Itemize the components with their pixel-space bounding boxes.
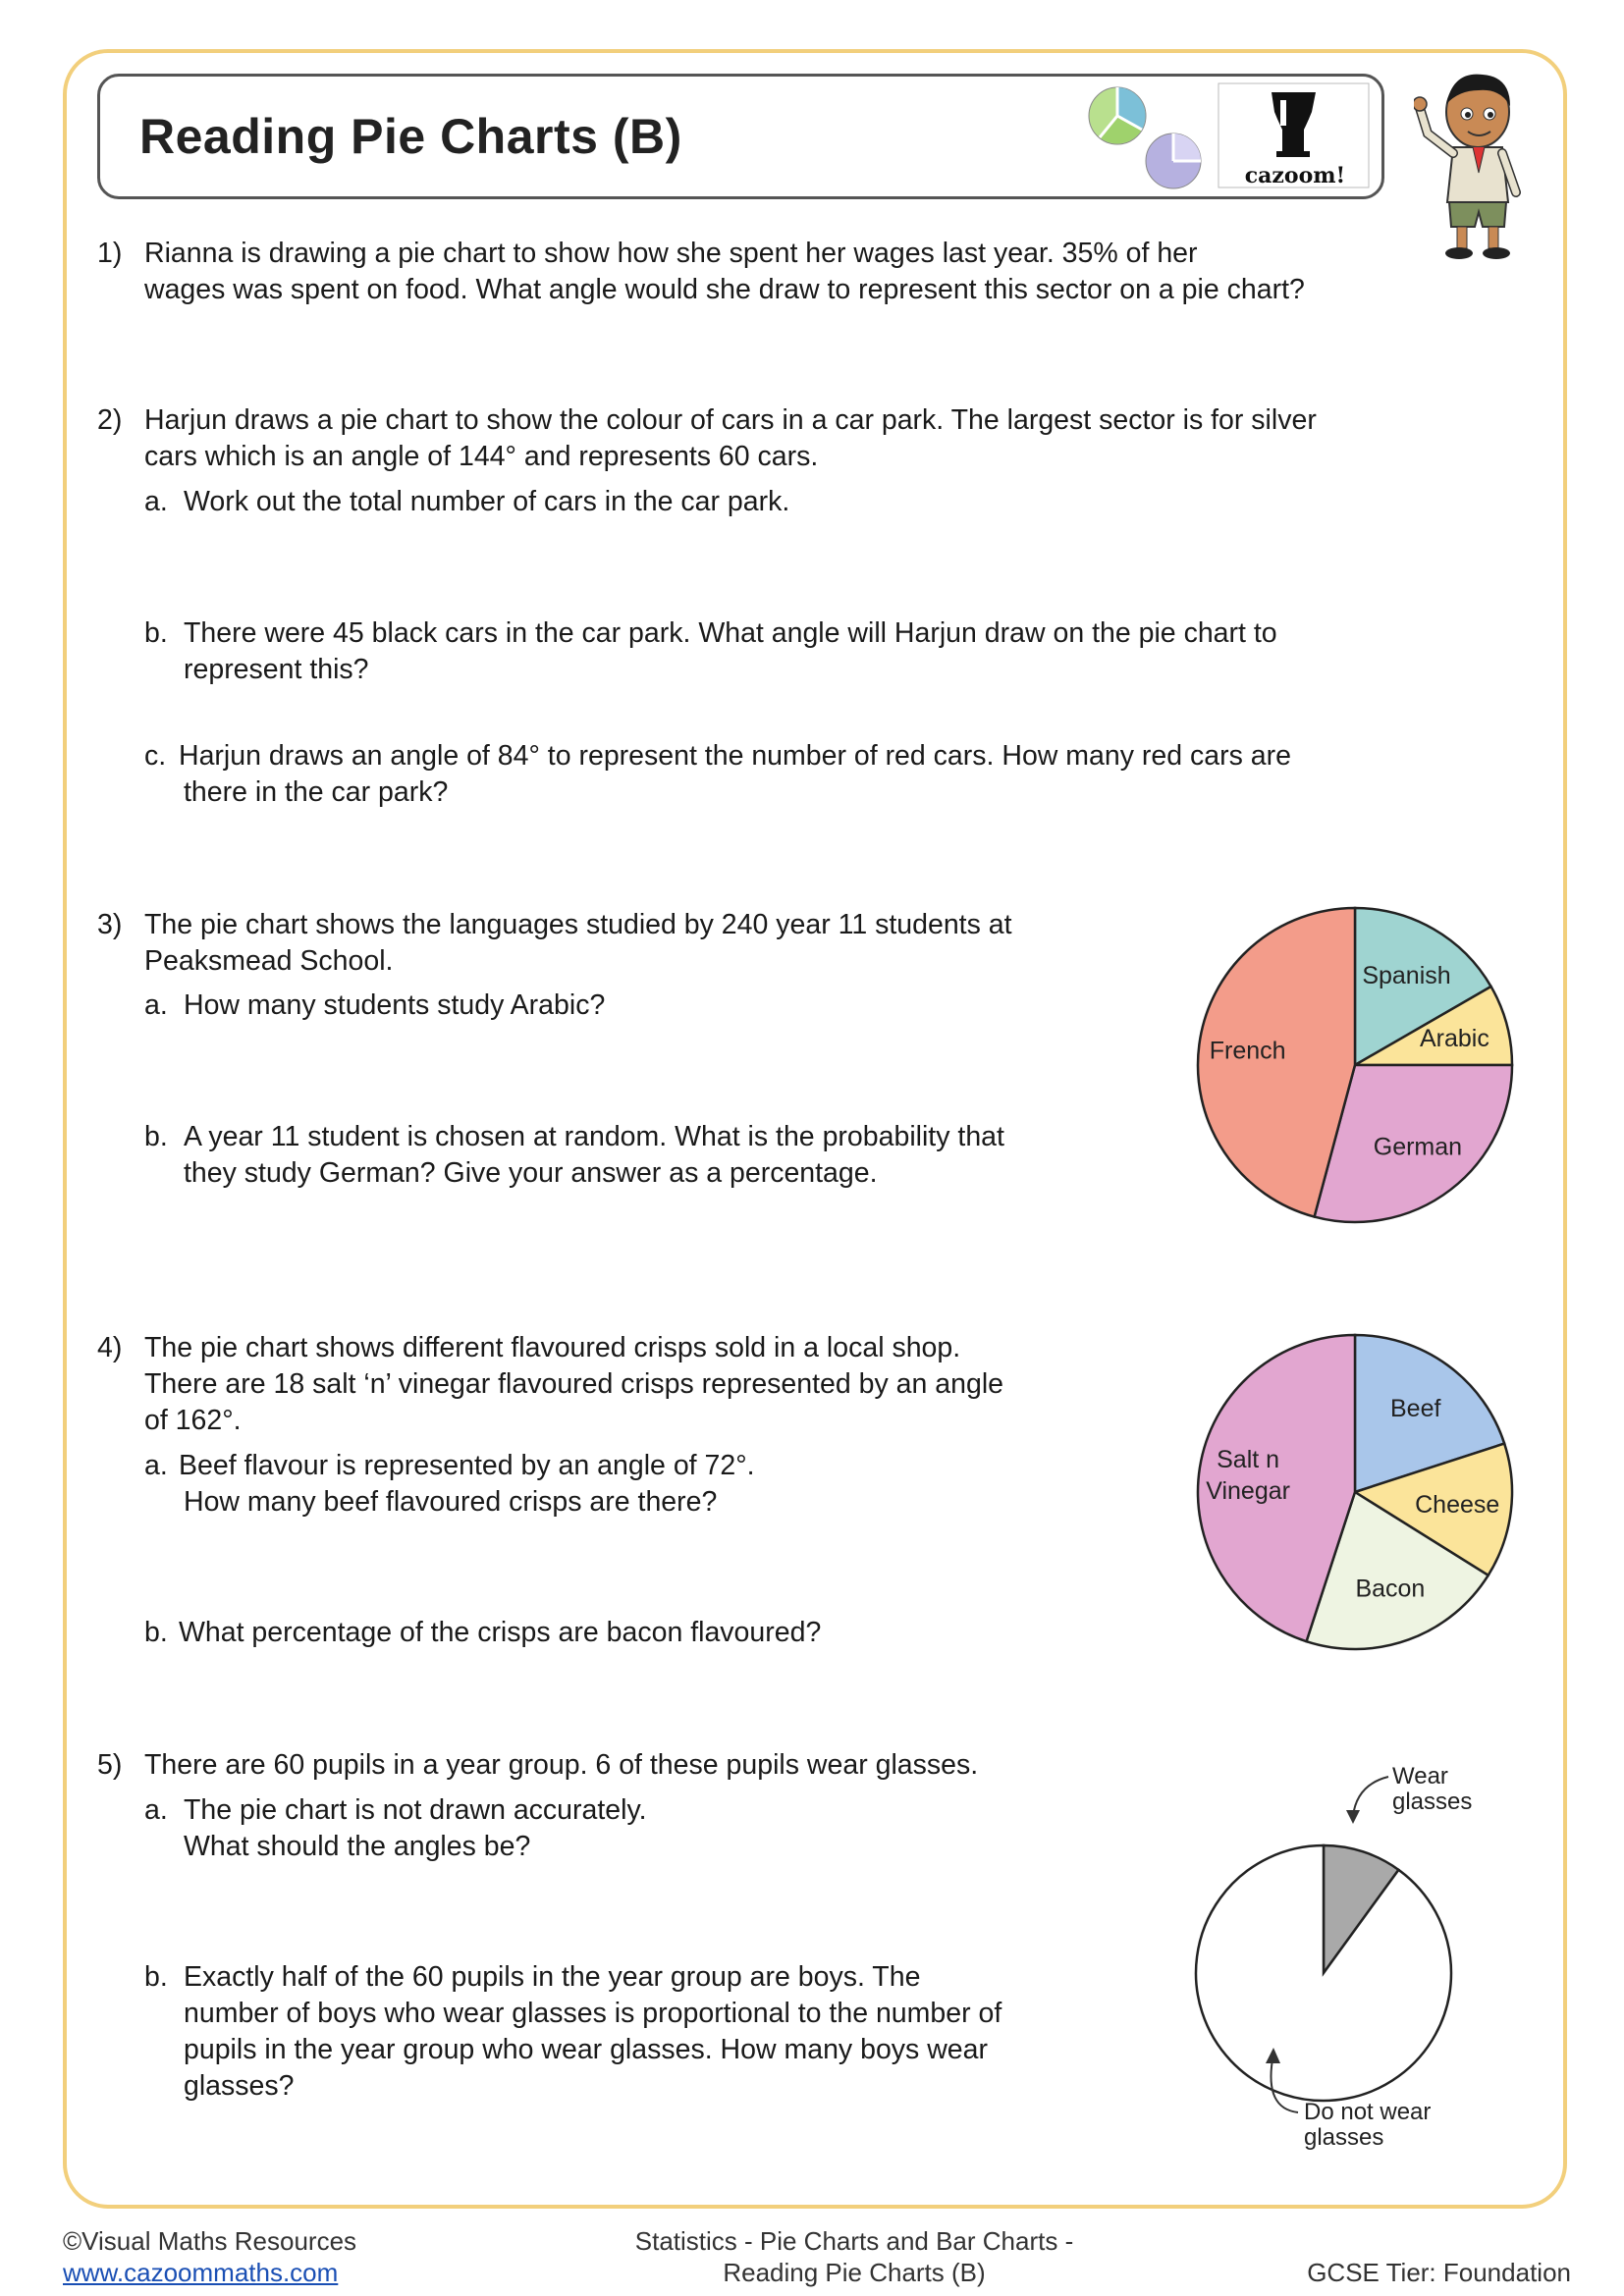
question-text-line: Rianna is drawing a pie chart to show how she spent her wages last year. 35% of her [144, 238, 1198, 269]
part-label: b. [144, 617, 168, 649]
pie-chart-glasses [1178, 1747, 1571, 2160]
pie-slice-label: Salt n Vinegar [1206, 1445, 1290, 1505]
question-text-line: There are 18 salt ‘n’ vinegar flavoured crisps represented by an angle [144, 1368, 1004, 1400]
part-text-line: What should the angles be? [184, 1831, 531, 1862]
part-text-line: pupils in the year group who wear glasses. How many boys wear [184, 2034, 988, 2065]
question-text-line: wages was spent on food. What angle would she draw to represent this sector on a pie chart? [144, 274, 1305, 305]
pie-slice-label: Bacon [1355, 1575, 1426, 1603]
question-text-line: There are 60 pupils in a year group. 6 of these pupils wear glasses. [144, 1749, 979, 1781]
pie-slice-do-not-wear-glasses [1196, 1845, 1451, 2101]
footer-topic-line: Reading Pie Charts (B) [723, 2258, 986, 2287]
footer-topic-line: Statistics - Pie Charts and Bar Charts - [634, 2226, 1074, 2256]
question-text-line: of 162°. [144, 1405, 242, 1436]
question-number: 3) [97, 909, 123, 940]
part-label: a. [144, 1450, 168, 1481]
pie-slice-label: Wear glasses [1392, 1763, 1473, 1815]
pie-slice-label: French [1209, 1037, 1286, 1065]
part-text-line: There were 45 black cars in the car park. What angle will Harjun draw on the pie chart to [184, 617, 1277, 649]
part-text-line: How many students study Arabic? [184, 989, 606, 1021]
question-text-line: The pie chart shows different flavoured crisps sold in a local shop. [144, 1332, 961, 1363]
pie-slice-label: German [1373, 1133, 1463, 1161]
part-text-line: number of boys who wear glasses is proportional to the number of [184, 1998, 1002, 2029]
part-label: c. [144, 740, 167, 772]
part-text-line: there in the car park? [184, 776, 449, 808]
part-text-line: Harjun draws an angle of 84° to represent the number of red cars. How many red cars are [179, 740, 1291, 772]
mascot-illustration [1414, 65, 1542, 261]
part-text-line: Work out the total number of cars in the car park. [184, 486, 790, 517]
question-text-line: cars which is an angle of 144° and represents 60 cars. [144, 441, 819, 472]
question-number: 5) [97, 1749, 123, 1781]
part-label: b. [144, 1617, 168, 1648]
logo-text: cazoom! [1244, 163, 1346, 188]
question-number: 1) [97, 238, 123, 269]
part-text-line: A year 11 student is chosen at random. What is the probability that [184, 1121, 1004, 1152]
pie-slice-label: Spanish [1362, 962, 1451, 990]
part-label: b. [144, 1961, 168, 1993]
part-label: b. [144, 1121, 168, 1152]
question-number: 2) [97, 404, 123, 436]
question-number: 4) [97, 1332, 123, 1363]
pie-slice-label: Arabic [1419, 1024, 1489, 1052]
footer-copyright: ©Visual Maths Resources [63, 2226, 357, 2256]
wear-glasses-pointer-head [1346, 1810, 1360, 1824]
part-text-line: Exactly half of the 60 pupils in the year group are boys. The [184, 1961, 921, 1993]
pie-chart-crisps [1178, 1330, 1532, 1654]
footer-tier: GCSE Tier: Foundation [1307, 2258, 1571, 2287]
part-text-line: Beef flavour is represented by an angle of 72°. [179, 1450, 755, 1481]
question-text-line: Peaksmead School. [144, 945, 394, 977]
pie-slice-label: Do not wear glasses [1304, 2099, 1432, 2151]
part-text-line: they study German? Give your answer as a percentage. [184, 1157, 878, 1189]
question-text-line: Harjun draws a pie chart to show the colour of cars in a car park. The largest sector is for silver [144, 404, 1317, 436]
part-text-line: How many beef flavoured crisps are there? [184, 1486, 718, 1518]
part-label: a. [144, 486, 168, 517]
logo-pie-icons [1080, 82, 1208, 195]
part-text-line: glasses? [184, 2070, 295, 2102]
footer-website-link[interactable]: www.cazoommaths.com [63, 2258, 339, 2287]
part-text-line: What percentage of the crisps are bacon flavoured? [179, 1617, 822, 1648]
pie-slice-label: Cheese [1415, 1490, 1500, 1519]
pie-chart-languages [1178, 903, 1532, 1227]
pie-slice-label: Beef [1389, 1395, 1441, 1423]
part-label: a. [144, 989, 168, 1021]
part-text-line: represent this? [184, 654, 369, 685]
part-label: a. [144, 1794, 168, 1826]
part-text-line: The pie chart is not drawn accurately. [184, 1794, 647, 1826]
question-text-line: The pie chart shows the languages studied by 240 year 11 students at [144, 909, 1012, 940]
page-title: Reading Pie Charts (B) [139, 109, 682, 164]
